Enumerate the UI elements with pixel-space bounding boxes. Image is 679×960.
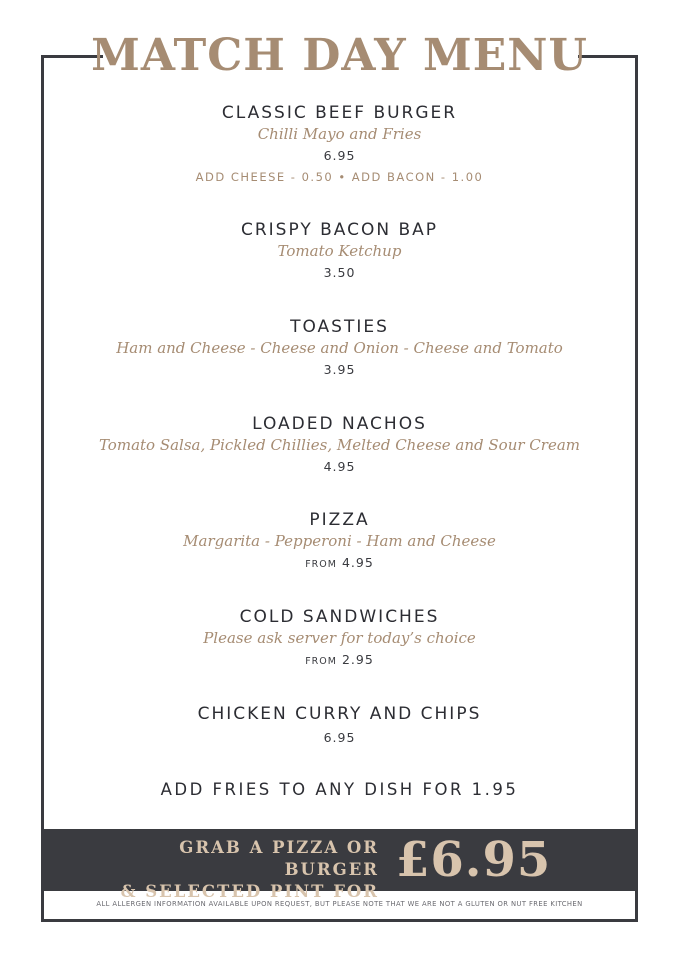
item-name: PIZZA [309,510,370,530]
item-name: COLD SANDWICHES [239,607,440,627]
item-price [44,650,635,672]
menu-item-crispy-bacon-bap [44,219,635,283]
add-fries-note: ADD FRIES TO ANY DISH FOR 1.95 [160,780,519,799]
item-description: Please ask server for today’s choice [203,629,476,647]
menu-title: MATCH DAY MENU [91,30,588,81]
item-price: 6.95 [323,148,356,163]
item-price: 3.95 [323,362,356,377]
item-description: Margarita - Pepperoni - Ham and Cheese [183,532,496,550]
item-description: Chilli Mayo and Fries [257,125,422,143]
price-from-label: FROM [305,559,337,570]
item-description: Tomato Salsa, Pickled Chillies, Melted Cheese and Sour Cream [98,436,581,454]
item-description: Ham and Cheese - Cheese and Onion - Cheese and Tomato [116,339,563,357]
menu-item-chicken-curry-and-chips [44,703,635,748]
promo-line-2: & SELECTED PINT FOR [120,882,379,901]
item-name: CHICKEN CURRY AND CHIPS [197,704,482,724]
promo-line-1: GRAB A PIZZA OR BURGER [179,838,379,879]
price-from-label: FROM [305,656,337,667]
item-name: TOASTIES [290,317,389,337]
item-extras: ADD CHEESE - 0.50 • ADD BACON - 1.00 [195,170,484,184]
menu-item-cold-sandwiches [44,606,635,672]
menu-item-pizza [44,509,635,575]
item-price: 3.50 [323,265,356,280]
price-value: 4.95 [341,555,374,570]
item-name: CLASSIC BEEF BURGER [221,103,458,123]
menu-item-classic-beef-burger [44,102,635,187]
item-name: LOADED NACHOS [252,414,427,434]
promo-price: £6.95 [396,832,552,888]
item-price: 6.95 [323,730,356,745]
promo-text [109,837,379,903]
item-description: Tomato Ketchup [277,242,402,260]
allergen-note: ALL ALLERGEN INFORMATION AVAILABLE UPON REQUEST, BUT PLEASE NOTE THAT WE ARE NOT A GLUTEN OR NUT FREE KITCHEN [96,900,583,908]
item-price: 4.95 [323,459,356,474]
menu-item-toasties [44,316,635,380]
item-price [44,553,635,575]
promo-banner [44,829,635,901]
item-name: CRISPY BACON BAP [240,220,439,240]
menu-item-loaded-nachos [44,413,635,477]
price-value: 2.95 [341,652,374,667]
